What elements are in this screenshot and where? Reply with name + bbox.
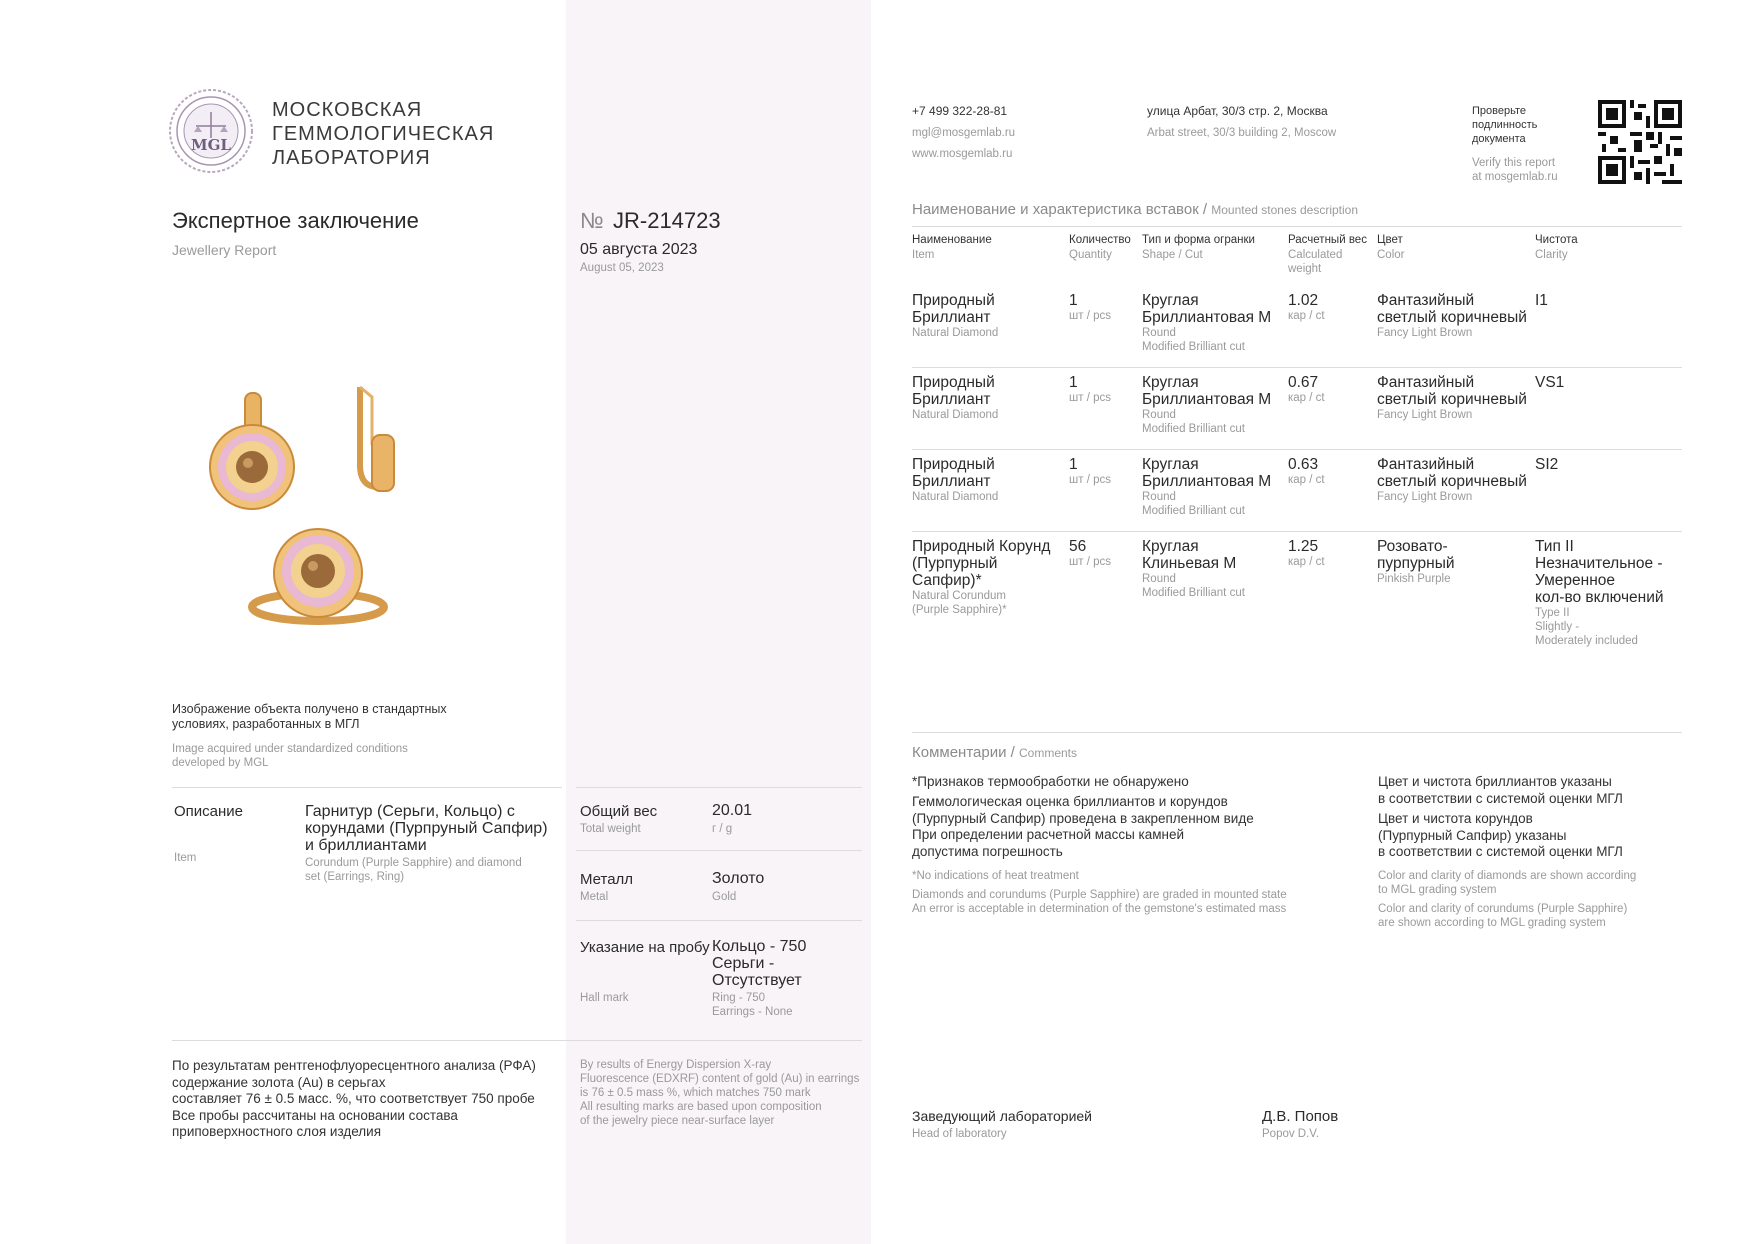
seal-text: MGL: [191, 136, 231, 154]
comment-right-1-en: Color and clarity of diamonds are shown according to MGL grading system: [1378, 870, 1637, 896]
weight-value: 20.01: [712, 802, 753, 819]
divider: [912, 226, 1682, 227]
table-cell-cut: Круглая Клиньевая М Round Modified Brilliant cut: [1142, 538, 1245, 599]
table-cell-qty: 1 шт / pcs: [1069, 374, 1111, 404]
signature-name-en: Popov D.V.: [1262, 1128, 1320, 1140]
table-row: Природный Корунд (Пурпурный Сапфир)* Natural Corundum (Purple Sapphire)*: [912, 538, 1051, 616]
comment-right-2-en: Color and clarity of corundums (Purple Sapphire) are shown according to MGL grading system: [1378, 903, 1628, 929]
divider: [172, 1040, 862, 1041]
table-cell-color: Фантазийный светлый коричневый Fancy Light Brown: [1377, 456, 1527, 503]
table-cell-cut: Круглая Бриллиантовая М Round Modified Brilliant cut: [1142, 374, 1272, 435]
metal-value-en: Gold: [712, 891, 737, 903]
table-header-quantity: Количество Quantity: [1069, 234, 1131, 261]
report-date-en: August 05, 2023: [580, 262, 664, 274]
comment-left-1: *Признаков термообработки не обнаружено: [912, 774, 1189, 789]
contact-address: улица Арбат, 30/3 стр. 2, Москва: [1147, 104, 1328, 118]
report-date: 05 августа 2023: [580, 241, 698, 258]
table-cell-clarity: Тип II Незначительное - Умеренное кол-во включений Type II Slightly - Moderately included: [1535, 538, 1664, 647]
table-cell-cut: Круглая Бриллиантовая М Round Modified Brilliant cut: [1142, 456, 1272, 517]
table-cell-qty: 56 шт / pcs: [1069, 538, 1111, 568]
stones-section-title-en: Mounted stones description: [1211, 203, 1359, 217]
table-header-cut: Тип и форма огранки Shape / Cut: [1142, 234, 1255, 261]
comment-left-1-en: *No indications of heat treatment: [912, 870, 1079, 882]
contact-web[interactable]: www.mosgemlab.ru: [912, 148, 1013, 160]
metal-value: Золото: [712, 870, 765, 887]
image-note: Изображение объекта получено в стандартных условиях, разработанных в МГЛ: [172, 702, 447, 731]
table-cell-weight: 0.67 кар / ct: [1288, 374, 1325, 404]
hallmark-label-en: Hall mark: [580, 992, 629, 1004]
table-cell-qty: 1 шт / pcs: [1069, 292, 1111, 322]
jewelry-photo: [200, 375, 410, 635]
divider: [172, 787, 562, 788]
table-cell-color: Фантазийный светлый коричневый Fancy Light Brown: [1377, 292, 1527, 339]
signature-role-en: Head of laboratory: [912, 1128, 1007, 1140]
hallmark-label: Указание на пробу: [580, 939, 710, 956]
contact-email[interactable]: mgl@mosgemlab.ru: [912, 127, 1016, 139]
divider: [912, 449, 1682, 450]
comment-right-2: Цвет и чистота корундов (Пурпурный Сапфир) указаны в соответствии с системой оценки МГЛ: [1378, 811, 1623, 859]
comment-left-2: Геммологическая оценка бриллиантов и корундов (Пурпурный Сапфир) проведена в закрепленном виде При определении расчетной массы камней допустима погрешность: [912, 794, 1254, 859]
table-cell-weight: 1.25 кар / ct: [1288, 538, 1325, 568]
table-cell-clarity: VS1: [1535, 374, 1565, 391]
contact-address-en: Arbat street, 30/3 building 2, Moscow: [1147, 127, 1337, 139]
table-row: Природный Бриллиант Natural Diamond: [912, 292, 999, 339]
description-label: Описание: [174, 803, 244, 820]
divider: [912, 732, 1682, 733]
divider: [912, 531, 1682, 532]
table-header-weight: Расчетный вес Calculated weight: [1288, 234, 1367, 275]
table-cell-weight: 1.02 кар / ct: [1288, 292, 1325, 322]
report-title-en: Jewellery Report: [172, 242, 277, 258]
divider: [912, 367, 1682, 368]
xrf-note: По результатам рентгенофлуоресцентного анализа (РФА) содержание золота (Au) в серьгах составляет 76 ± 0.5 масс. %, что соответствует 750 пробе Все пробы рассчитаны на основании состава приповерхностного слоя изделия: [172, 1058, 536, 1139]
table-header-color: Цвет Color: [1377, 234, 1405, 261]
report-number: JR-214723: [613, 208, 721, 233]
divider: [576, 787, 862, 788]
comments-title-en: Comments: [1018, 746, 1077, 760]
description-value-en: Corundum (Purple Sapphire) and diamond set (Earrings, Ring): [305, 857, 522, 883]
lab-seal-logo: [168, 88, 254, 174]
signature-name: Д.В. Попов: [1262, 1108, 1339, 1125]
hallmark-value: Кольцо - 750 Серьги - Отсутствует: [712, 938, 807, 989]
comments-title: [912, 744, 1077, 761]
comments-title-ru: Комментарии /: [912, 744, 1015, 761]
table-header-clarity: Чистота Clarity: [1535, 234, 1578, 261]
weight-label: Общий вес: [580, 803, 658, 820]
table-row: Природный Бриллиант Natural Diamond: [912, 374, 999, 421]
hallmark-value-en: Ring - 750 Earrings - None: [712, 992, 793, 1018]
xrf-note-en: By results of Energy Dispersion X-ray Fluorescence (EDXRF) content of gold (Au) in earrings is 76 ± 0.5 mass %, which matches 750 mark All resulting marks are based upon composition of the jewelry piece near-surface layer: [580, 1059, 860, 1127]
lab-name: МОСКОВСКАЯ ГЕММОЛОГИЧЕСКАЯ ЛАБОРАТОРИЯ: [272, 99, 495, 169]
comment-right-1: Цвет и чистота бриллиантов указаны в соответствии с системой оценки МГЛ: [1378, 774, 1623, 806]
weight-label-en: Total weight: [580, 823, 641, 835]
table-cell-cut: Круглая Бриллиантовая М Round Modified Brilliant cut: [1142, 292, 1272, 353]
table-row: Природный Бриллиант Natural Diamond: [912, 456, 999, 503]
table-header-item: Наименование Item: [912, 234, 992, 261]
metal-label-en: Metal: [580, 891, 609, 903]
description-value: Гарнитур (Серьги, Кольцо) с корундами (Пурпруный Сапфир) и бриллиантами: [305, 803, 548, 854]
table-cell-qty: 1 шт / pcs: [1069, 456, 1111, 486]
contact-phone[interactable]: +7 499 322-28-81: [912, 104, 1008, 118]
weight-unit: г / g: [712, 823, 733, 835]
stones-section-title: [912, 201, 1358, 218]
description-label-en: Item: [174, 852, 197, 864]
divider: [576, 850, 862, 851]
table-cell-clarity: SI2: [1535, 456, 1559, 473]
metal-label: Металл: [580, 871, 634, 888]
table-cell-color: Фантазийный светлый коричневый Fancy Light Brown: [1377, 374, 1527, 421]
image-note-en: Image acquired under standardized conditions developed by MGL: [172, 743, 408, 769]
divider: [576, 920, 862, 921]
signature-role: Заведующий лабораторией: [912, 1108, 1092, 1124]
report-number-label: №: [580, 208, 604, 233]
stones-section-title-ru: Наименование и характеристика вставок /: [912, 201, 1208, 218]
comment-left-2-en: Diamonds and corundums (Purple Sapphire) are graded in mounted state An error is acceptable in determination of the gemstone's estimated mass: [912, 889, 1287, 915]
table-cell-clarity: I1: [1535, 292, 1548, 309]
verify-note-en: Verify this report at mosgemlab.ru: [1472, 157, 1558, 183]
report-title: Экспертное заключение: [172, 208, 419, 233]
table-cell-weight: 0.63 кар / ct: [1288, 456, 1325, 486]
table-cell-color: Розовато- пурпурный Pinkish Purple: [1377, 538, 1455, 585]
verify-note: Проверьте подлинность документа: [1472, 105, 1538, 145]
qr-code[interactable]: [1598, 100, 1682, 184]
